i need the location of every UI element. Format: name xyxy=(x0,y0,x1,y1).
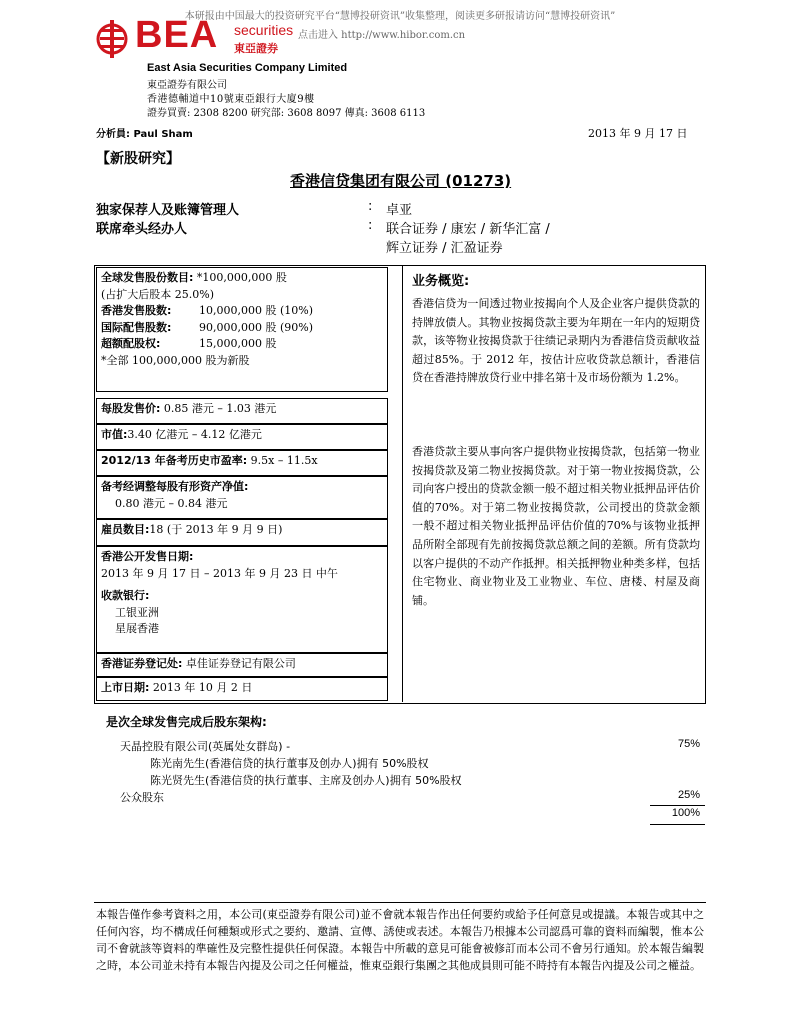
business-para-2: 香港贷款主要从事向客户提供物业按揭贷款，包括第一物业按揭贷款及第二物业按揭贷款。对于第一物业按揭贷款，公司向客户授出的贷款金额一般不超过相关物业抵押品评估价值的70%。对于第二物业按揭贷款，公司授出的贷款金额一般不超过相关物业抵押品评估价值的70%与该物业抵押品所附全部现有先前按揭贷款总额之间的差额。所有贷款均以客户提供的不动产作抵押。相关抵押物业种类多样，包括住宅物业、商业物业及工业物业、车位、唐楼、村屋及商铺。 xyxy=(412,445,700,607)
report-date: 2013 年 9 月 17 日 xyxy=(588,127,688,140)
holder-1-sub-1: 陈光南先生(香港信贷的执行董事及创办人)拥有 50%股权 xyxy=(150,757,429,770)
mcap-cell: 市值:3.40 亿港元 – 4.12 亿港元 xyxy=(96,424,388,450)
listing-date-cell: 上市日期: 2013 年 10 月 2 日 xyxy=(96,677,388,701)
sum-rule-top xyxy=(650,805,705,806)
offer-shares-cell: 全球发售股份数目: *100,000,000 股 (占扩大后股本 25.0%) 香港发售股数: 10,000,000 股 (10%) 国际配售股数: 90,000,000 股 (90%) 超额配股权: 15,000,000 股 *全部 100,000,000 股为新股 xyxy=(96,267,388,392)
colon-2: : xyxy=(368,218,373,233)
section-label: 【新股研究】 xyxy=(96,151,180,167)
holder-2: 公众股东 xyxy=(120,791,164,804)
holder-2-pct: 25% xyxy=(677,789,700,801)
shareholding-title: 是次全球发售完成后股东架构: xyxy=(106,715,267,729)
offer-period-cell: 香港公开发售日期: 2013 年 9 月 17 日 – 2013 年 9 月 23 日 中午 收款银行: 工银亚洲 星展香港 xyxy=(96,546,388,653)
bea-emblem-icon xyxy=(95,18,129,60)
registrar-cell: 香港证券登记处: 卓佳证券登记有限公司 xyxy=(96,653,388,677)
company-address: 香港德輔道中10號東亞銀行大廈9樓 xyxy=(147,94,315,105)
holder-1-sub-2: 陈光贤先生(香港信贷的执行董事、主席及创办人)拥有 50%股权 xyxy=(150,774,462,787)
nav-cell: 备考经调整每股有形资产净值: 0.80 港元 – 0.84 港元 xyxy=(96,476,388,519)
leads-label: 联席牵头经办人 xyxy=(96,222,188,237)
colon-1: : xyxy=(368,199,373,214)
bea-logo-text: BEA xyxy=(135,14,219,56)
staff-cell: 雇员数目:18 (于 2013 年 9 月 9 日) xyxy=(96,519,388,546)
sponsor-value: 卓亚 xyxy=(386,203,413,218)
holder-1-pct: 75% xyxy=(677,738,700,750)
pe-cell: 2012/13 年备考历史市盈率: 9.5x – 11.5x xyxy=(96,450,388,476)
box-divider xyxy=(402,265,403,702)
report-title: 香港信贷集团有限公司 (01273) xyxy=(290,172,512,190)
securities-cn: 東亞證券 xyxy=(234,42,278,55)
price-cell: 每股发售价: 0.85 港元 – 1.03 港元 xyxy=(96,398,388,424)
business-para-1: 香港信贷为一间透过物业按揭向个人及企业客户提供贷款的持牌放债人。其物业按揭贷款主要为年期在一年内的短期贷款，该等物业按揭贷款于往绩记录期内为香港信贷贡献收益超过85%。于 2012 年，按估计应收贷款总额计，香港信贷在香港持牌放贷行业中排名第十及市场份额为 1.2%。 xyxy=(412,297,700,385)
sum-rule-bottom xyxy=(650,824,705,825)
leads-value-1: 联合证券 / 康宏 / 新华汇富 / xyxy=(386,222,550,237)
holder-1: 天晶控股有限公司(英属处女群岛) - xyxy=(120,740,291,753)
company-name-en: East Asia Securities Company Limited xyxy=(147,62,348,74)
disclaimer: 本報告僅作參考資料之用，本公司(東亞證券有限公司)並不會就本報告作出任何要約或給予任何意見或提議。本報告或其中之任何內容，均不構成任何種類或形式之要約、邀請、宣傳、誘使或表述。本報告乃根據本公司認爲可靠的資料而編製，惟本公司不會就該等資料的準確性及完整性提供任何保證。本報告中所載的意見可能會被修訂而本公司不會另行通知。於本報告編製之時，本公司並未持有本報告內提及公司之任何權益，惟東亞銀行集團之其他成員則可能不時持有本報告內提及公司之權益。 xyxy=(96,908,704,972)
banner-link[interactable]: 点击进入 http://www.hibor.com.cn xyxy=(298,30,466,41)
leads-value-2: 辉立证券 / 汇盈证券 xyxy=(386,241,503,256)
total-pct: 100% xyxy=(671,807,700,819)
sponsor-label: 独家保荐人及账簿管理人 xyxy=(96,203,240,218)
footer-rule xyxy=(94,902,706,903)
securities-en: securities xyxy=(234,22,294,38)
company-phones: 證券買賣: 2308 8200 研究部: 3608 8097 傳真: 3608 6113 xyxy=(147,108,426,119)
analyst-name: 分析員: Paul Sham xyxy=(96,129,193,140)
business-title: 业务概览: xyxy=(412,274,470,289)
company-name-cn: 東亞證券有限公司 xyxy=(147,80,227,91)
banner-text: 本研报由中国最大的投资研究平台“慧博投研资讯”收集整理，阅读更多研报请访问“慧博投研资讯” xyxy=(184,11,616,22)
